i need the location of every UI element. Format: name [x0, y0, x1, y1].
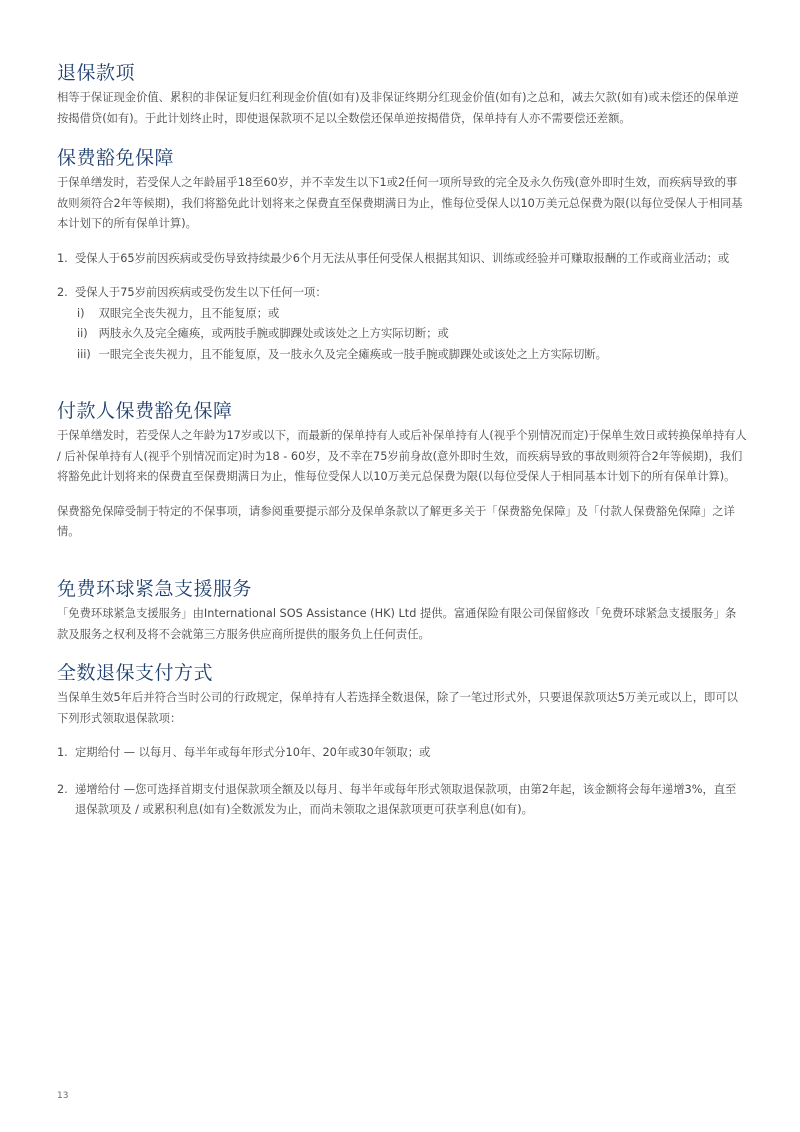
list-item [57, 283, 747, 365]
sub-list-text: 一眼完全丧失视力，且不能复原，及一肢永久及完全瘫痪或一肢手腕或脚踝处或该处之上方实际切断。 [98, 347, 607, 361]
section-title: 付款人保费豁免保障 [57, 400, 233, 422]
list-text: 定期给付 — 以每月、每半年或每年形式分10年、20年或30年领取；或 [75, 746, 431, 759]
list-text: 您可选择首期支付退保款项全额及以每月、每半年或每年形式领取退保款项，由第2年起，该金额将会每年递增3%，直至退保款项及 / 或累积利息(如有)全数派发为止，而尚未领取之退保款项更可获享利息(如有)。 [75, 782, 737, 816]
sub-list-text: 两肢永久及完全瘫痪，或两肢手腕或脚踝处或该处之上方实际切断；或 [98, 327, 449, 340]
list-item [57, 780, 747, 821]
list-number: 2. [57, 286, 68, 299]
list-label: 递增给付 — [75, 782, 136, 796]
section-body: 于保单缮发时，若受保人之年龄届乎18至60岁，并不幸发生以下1或2任何一项所导致的完全及永久伤残(意外即时生效，而疾病导致的事故则须符合2年等候期)，我们将豁免此计划将来之保费直至保费期满日为止，惟每位受保人以10万美元总保费为限(以每位受保人于相同基本计划下的所有保单计算)。 [57, 176, 743, 230]
section-note: 保费豁免保障受制于特定的不保事项，请参阅重要提示部分及保单条款以了解更多关于「保费豁免保障」及「付款人保费豁免保障」之详情。 [57, 504, 735, 538]
list-item [57, 249, 747, 270]
section-title: 免费环球紧急支援服务 [57, 578, 253, 600]
section-body: 相等于保证现金价值、累积的非保证复归红利现金价值(如有)及非保证终期分红现金价值(如有)之总和，减去欠款(如有)或未偿还的保单逆按揭借贷(如有)。于此计划终止时，即使退保款项不足以全数偿还保单逆按揭借贷，保单持有人亦不需要偿还差额。 [57, 91, 739, 125]
section-body: 当保单生效5年后并符合当时公司的行政规定，保单持有人若选择全数退保，除了一笔过形式外，只要退保款项达5万美元或以上，即可以下列形式领取退保款项： [57, 691, 738, 725]
list-number: 2. [57, 782, 68, 796]
section-full-surrender [57, 660, 747, 835]
roman-numeral: ii) [77, 327, 88, 340]
sub-list-item [75, 345, 747, 366]
roman-numeral: i) [77, 306, 85, 320]
section-surrender [57, 60, 747, 129]
section-body: 于保单缮发时，若受保人之年龄为17岁或以下，而最新的保单持有人或后补保单持有人(视乎个别情况而定)于保单生效日或转换保单持有人 / 后补保单持有人(视乎个别情况而定)时为18 - 60岁，及不幸在75岁前身故(意外即时生效，而疾病导致的事故则须符合2年等候期)，我们将豁免此计划将来的保费直至保费期满日为止，惟每位受保人以10万美元总保费为限(以每位受保人于相同基本计划下的所有保单计算)。 [57, 429, 747, 483]
section-emergency-service [57, 576, 747, 645]
condition-list [57, 249, 747, 366]
sub-list-text: 双眼完全丧失视力，且不能复原；或 [98, 306, 280, 320]
section-body: 「免费环球紧急支援服务」由International SOS Assistance (HK) Ltd 提供。富通保险有限公司保留修改「免费环球紧急支援服务」条款及服务之权利及将不会就第三方服务供应商所提供的服务负上任何责任。 [57, 607, 737, 641]
section-title: 退保款项 [57, 62, 136, 84]
section-premium-waiver [57, 145, 747, 379]
section-title: 保费豁免保障 [57, 147, 175, 169]
list-text: 受保人于65岁前因疾病或受伤导致持续最少6个月无法从事任何受保人根据其知识、训练或经验并可赚取报酬的工作或商业活动；或 [75, 251, 730, 265]
list-number: 1. [57, 746, 68, 759]
list-number: 1. [57, 251, 68, 265]
section-payor-waiver [57, 398, 747, 543]
sub-condition-list [75, 304, 747, 366]
roman-numeral: iii) [77, 347, 91, 361]
sub-list-item [75, 324, 747, 345]
list-text: 受保人于75岁前因疾病或受伤发生以下任何一项： [75, 286, 327, 299]
sub-list-item [75, 304, 747, 325]
page-number: 13 [57, 1091, 69, 1101]
list-item [57, 743, 747, 764]
section-title: 全数退保支付方式 [57, 662, 214, 684]
payment-option-list [57, 743, 747, 821]
